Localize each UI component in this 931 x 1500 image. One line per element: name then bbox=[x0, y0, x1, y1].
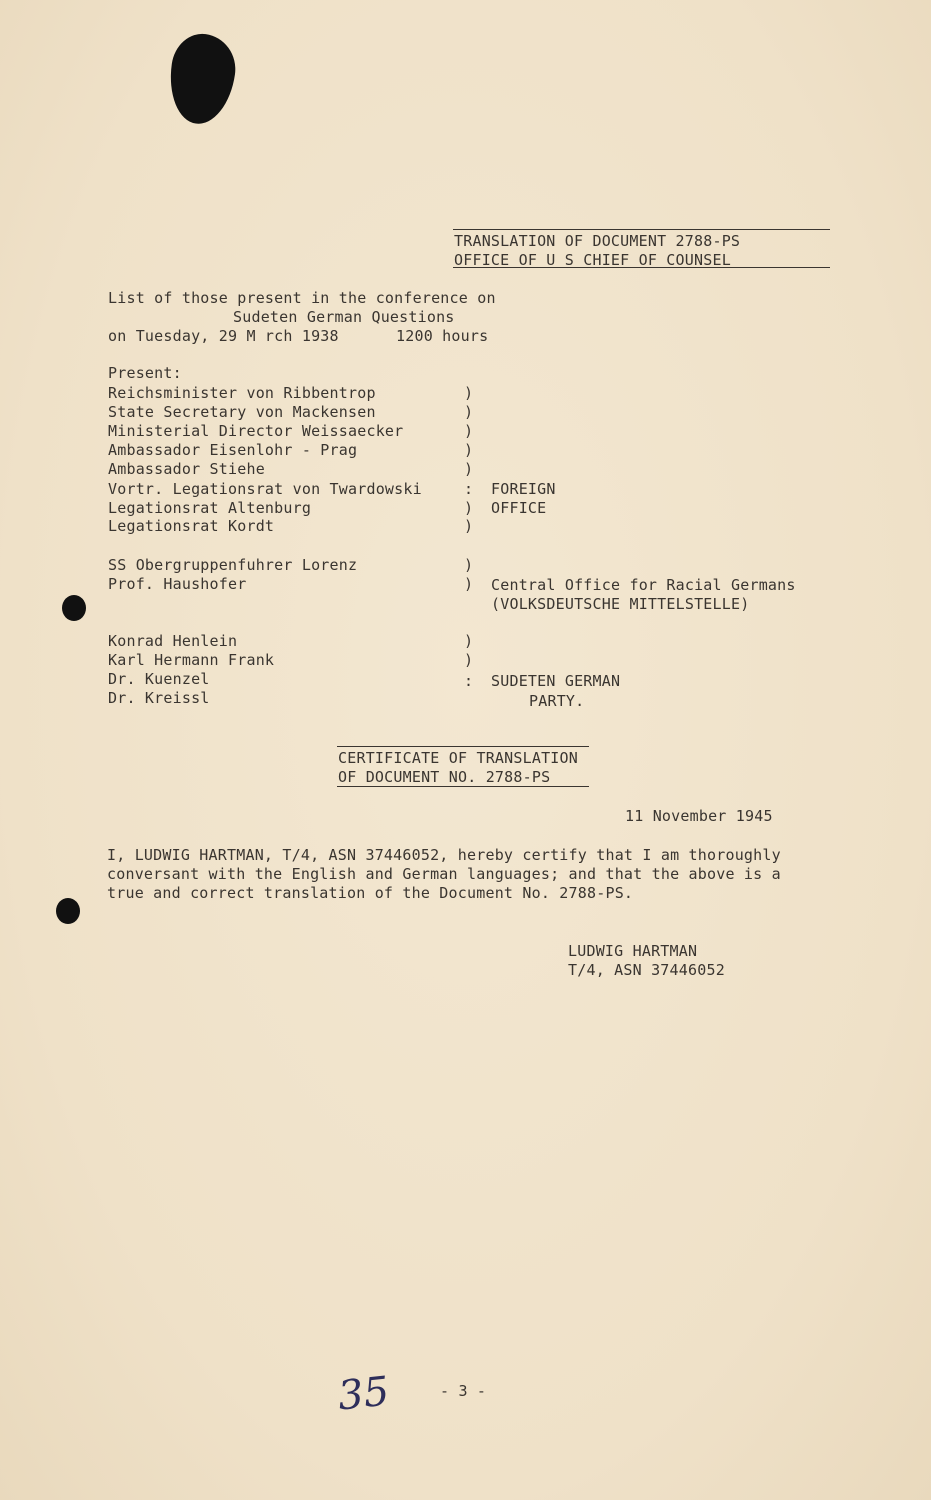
attendee-name: Dr. Kuenzel bbox=[108, 670, 210, 688]
bracket-mark: : bbox=[464, 672, 474, 690]
attendee-name: Ambassador Stiehe bbox=[108, 460, 265, 478]
bracket-mark: ) bbox=[464, 460, 474, 478]
attendee-name: Karl Hermann Frank bbox=[108, 651, 275, 669]
signature-name: LUDWIG HARTMAN bbox=[568, 942, 698, 960]
bracket-mark: ) bbox=[464, 384, 474, 402]
group-label: SUDETEN GERMAN bbox=[491, 672, 621, 690]
certificate-date: 11 November 1945 bbox=[625, 807, 773, 825]
present-label: Present: bbox=[108, 364, 182, 382]
bracket-mark: ) bbox=[464, 632, 474, 650]
certificate-subtitle: OF DOCUMENT NO. 2788-PS bbox=[338, 768, 551, 786]
attendee-name: Vortr. Legationsrat von Twardowski bbox=[108, 480, 422, 498]
header-top-rule bbox=[453, 229, 830, 230]
bracket-mark: ) bbox=[464, 517, 474, 535]
punch-hole bbox=[62, 595, 86, 621]
certificate-body: I, LUDWIG HARTMAN, T/4, ASN 37446052, hereby certify that I am thoroughly bbox=[107, 846, 781, 864]
group-label: FOREIGN bbox=[491, 480, 556, 498]
header-title: TRANSLATION OF DOCUMENT 2788-PS bbox=[454, 232, 741, 250]
bracket-mark: ) bbox=[464, 499, 474, 517]
group-label: PARTY. bbox=[529, 692, 585, 710]
attendee-name: Ministerial Director Weissaecker bbox=[108, 422, 404, 440]
intro-line-1: List of those present in the conference on bbox=[108, 289, 496, 307]
attendee-name: Legationsrat Kordt bbox=[108, 517, 275, 535]
signature-rank: T/4, ASN 37446052 bbox=[568, 961, 725, 979]
group-label: (VOLKSDEUTSCHE MITTELSTELLE) bbox=[491, 595, 750, 613]
group-label: Central Office for Racial Germans bbox=[491, 576, 796, 594]
punch-hole bbox=[56, 898, 80, 924]
ink-blot bbox=[164, 30, 240, 128]
certificate-bottom-rule bbox=[337, 786, 589, 787]
intro-date: on Tuesday, 29 M rch 1938 bbox=[108, 327, 339, 345]
bracket-mark: ) bbox=[464, 441, 474, 459]
attendee-name: Legationsrat Altenburg bbox=[108, 499, 312, 517]
attendee-name: Prof. Haushofer bbox=[108, 575, 247, 593]
bracket-mark: ) bbox=[464, 422, 474, 440]
bracket-mark: : bbox=[464, 480, 474, 498]
group-label: OFFICE bbox=[491, 499, 547, 517]
attendee-name: Konrad Henlein bbox=[108, 632, 238, 650]
attendee-name: Dr. Kreissl bbox=[108, 689, 210, 707]
intro-time: 1200 hours bbox=[396, 327, 489, 345]
bracket-mark: ) bbox=[464, 651, 474, 669]
handwritten-number: 35 bbox=[335, 1368, 392, 1420]
header-bottom-rule bbox=[453, 267, 830, 268]
attendee-name: State Secretary von Mackensen bbox=[108, 403, 376, 421]
attendee-name: Ambassador Eisenlohr - Prag bbox=[108, 441, 358, 459]
certificate-title: CERTIFICATE OF TRANSLATION bbox=[338, 749, 578, 767]
attendee-name: Reichsminister von Ribbentrop bbox=[108, 384, 376, 402]
bracket-mark: ) bbox=[464, 575, 474, 593]
attendee-name: SS Obergruppenfuhrer Lorenz bbox=[108, 556, 358, 574]
bracket-mark: ) bbox=[464, 403, 474, 421]
page-number: - 3 - bbox=[440, 1382, 487, 1400]
certificate-body: conversant with the English and German languages; and that the above is a bbox=[107, 865, 781, 883]
bracket-mark: ) bbox=[464, 556, 474, 574]
certificate-body: true and correct translation of the Document No. 2788-PS. bbox=[107, 884, 634, 902]
header-office: OFFICE OF U S CHIEF OF COUNSEL bbox=[454, 251, 731, 269]
certificate-top-rule bbox=[337, 746, 589, 747]
intro-line-2: Sudeten German Questions bbox=[233, 308, 455, 326]
